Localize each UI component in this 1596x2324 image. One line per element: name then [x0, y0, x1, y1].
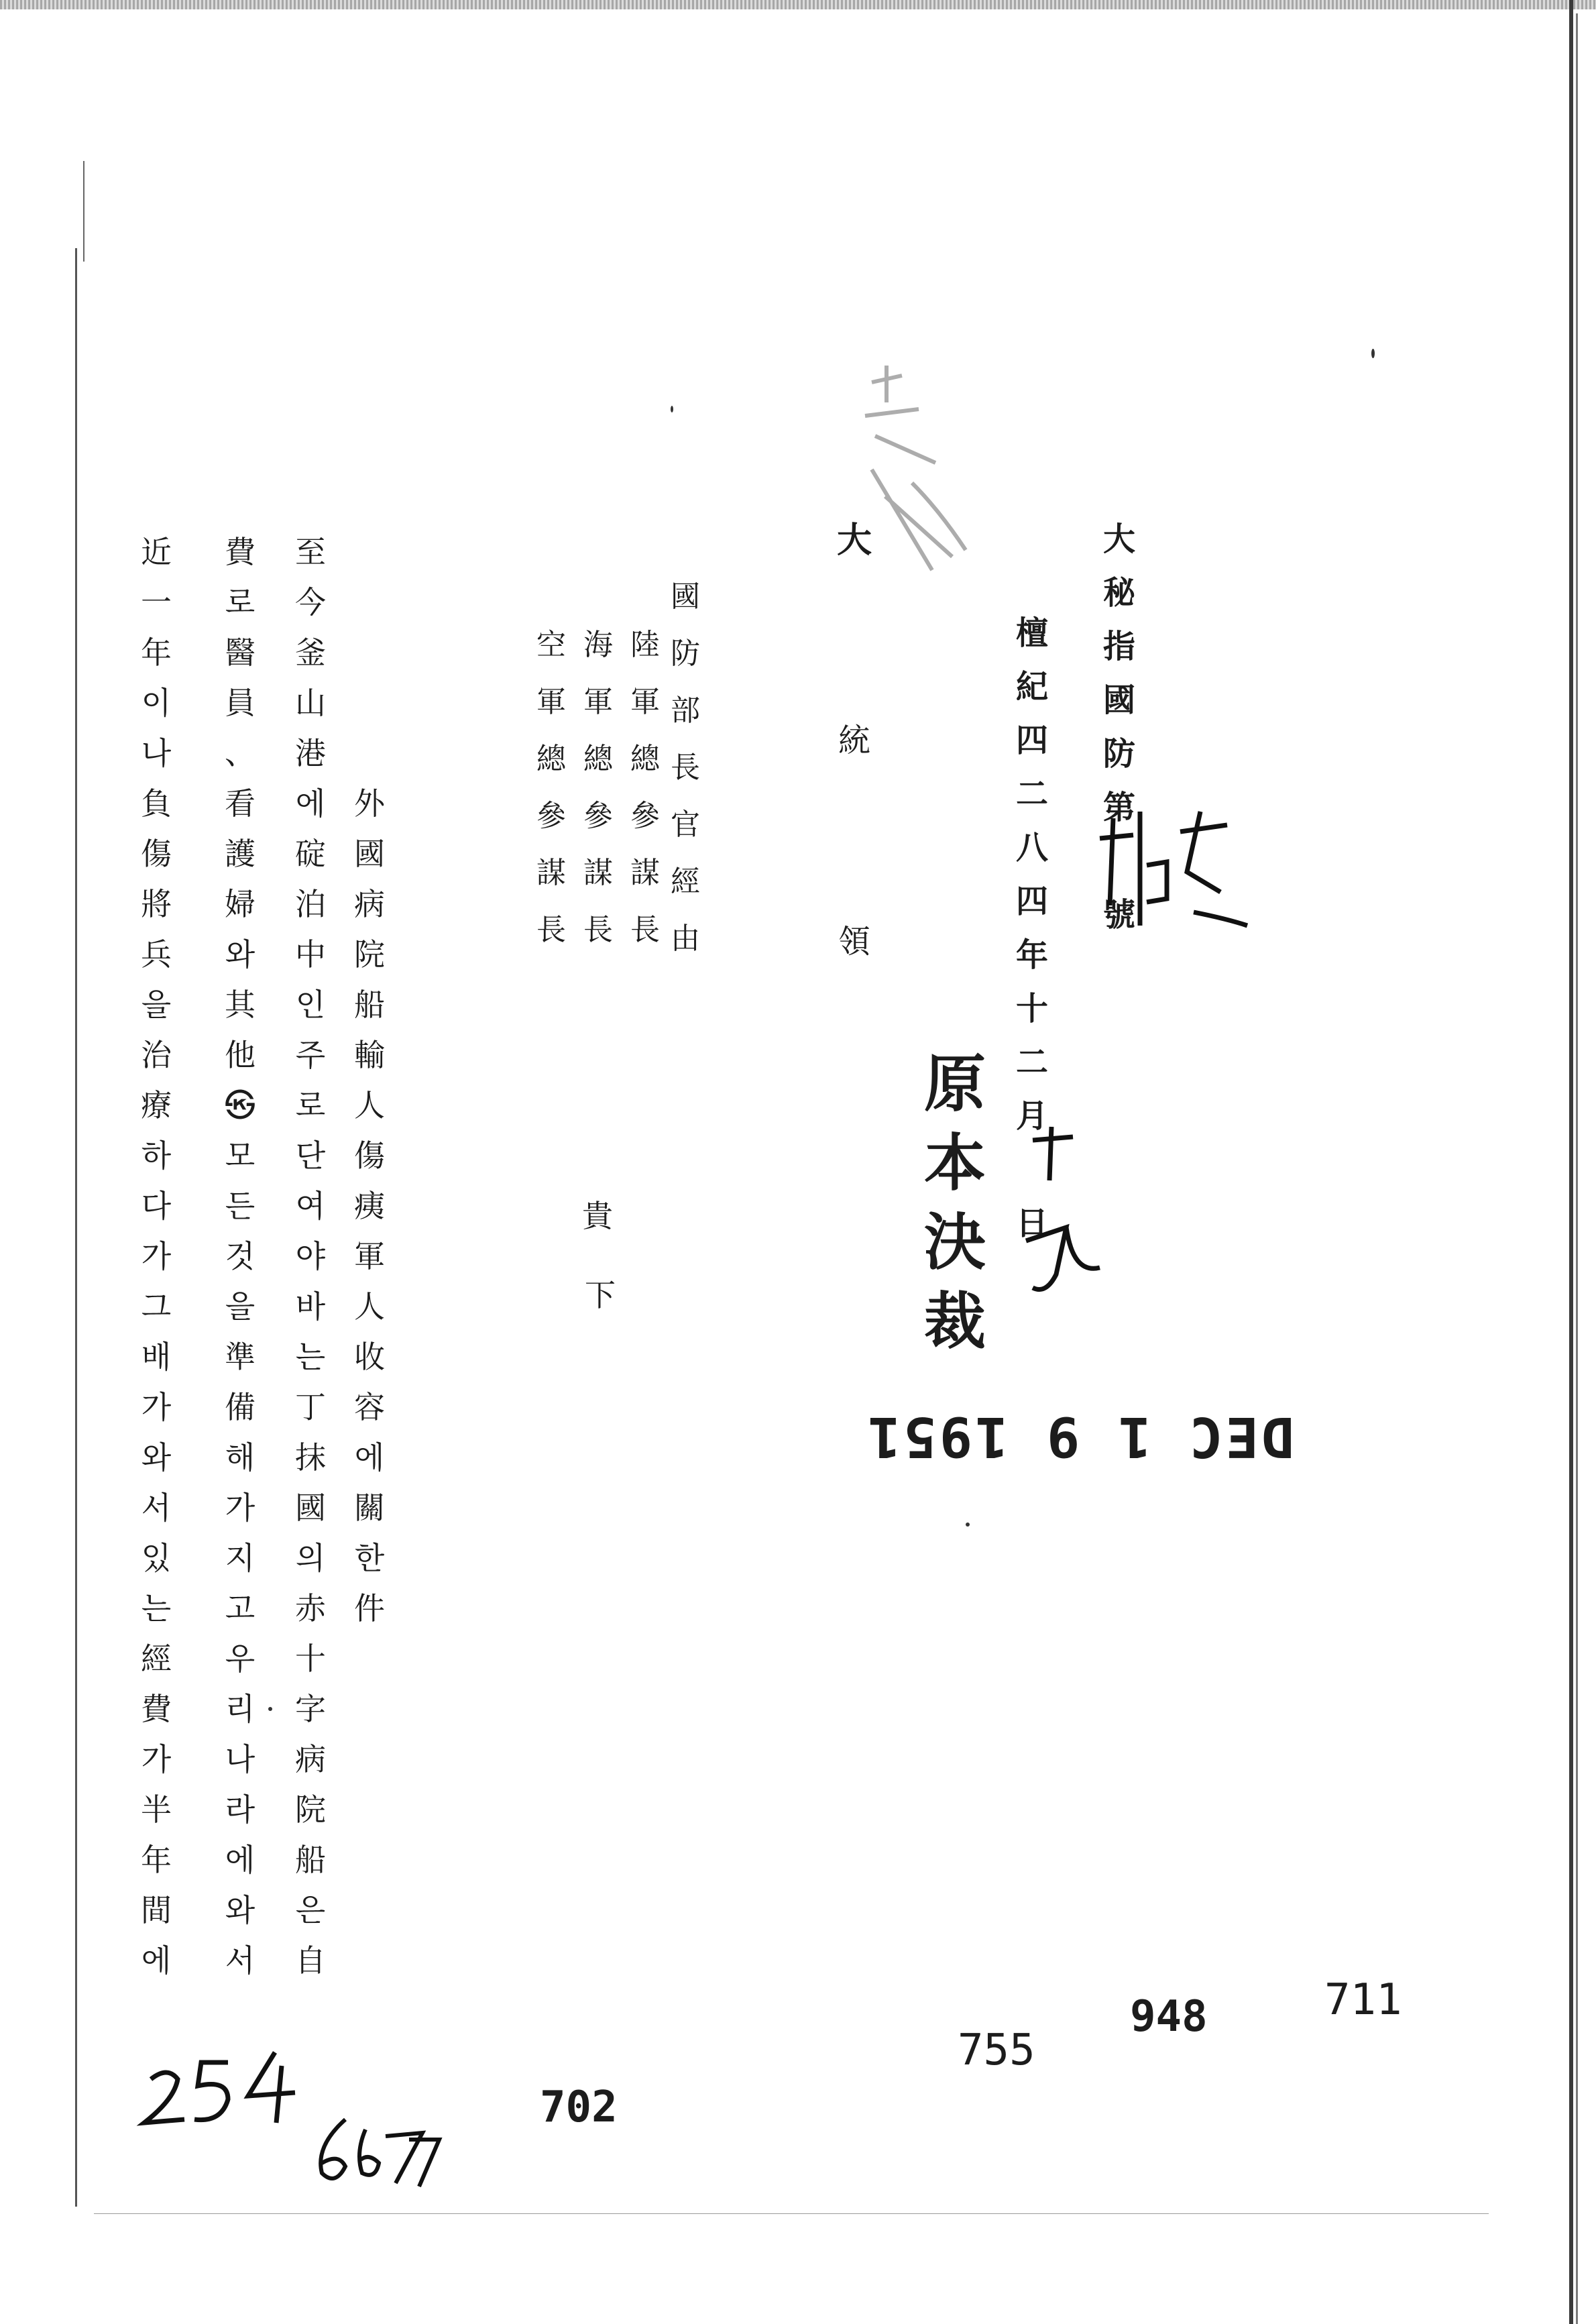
column-character: ㉿ [225, 1087, 255, 1123]
column-character: 海 [583, 628, 613, 662]
column-character: 陸 [630, 628, 660, 662]
column-character: 이 [141, 685, 172, 721]
column-character: 長 [630, 913, 660, 947]
column-character: 痍 [354, 1188, 385, 1224]
column-character: 에 [354, 1439, 385, 1476]
column-character: 長 [583, 913, 613, 947]
column-character: 港 [295, 735, 326, 771]
column-character: 收 [354, 1339, 385, 1375]
column-character: 리 [225, 1691, 255, 1727]
column-character: 을 [141, 987, 172, 1023]
column-character: 大 [1103, 520, 1136, 558]
column-character: 年 [141, 1842, 172, 1878]
number-755: 755 [958, 2026, 1035, 2075]
column-character: 病 [295, 1741, 326, 1777]
column-character: 人 [354, 1087, 385, 1123]
column-character: 本 [924, 1127, 986, 1199]
column-character: 謀 [536, 856, 566, 890]
column-character: 四 [1016, 722, 1049, 759]
handwritten-doc-number-mark [1100, 812, 1247, 926]
column-character: 가 [225, 1490, 255, 1526]
column-character: 軍 [630, 685, 660, 719]
column-character: 여 [295, 1188, 326, 1224]
column-character: 謀 [630, 856, 660, 890]
column-character: 을 [225, 1288, 255, 1325]
column-character: 中 [295, 936, 326, 973]
column-character: 서 [225, 1942, 255, 1979]
column-character: 字 [295, 1691, 326, 1727]
column-character: 其 [225, 987, 255, 1023]
column-character: 國 [671, 579, 700, 614]
column-character: 人 [354, 1288, 385, 1325]
column-character: 軍 [536, 685, 566, 719]
column-character: 長 [536, 913, 566, 947]
number-711: 711 [1324, 1975, 1402, 2025]
column-character: 에 [141, 1942, 172, 1979]
column-character: 그 [141, 1288, 172, 1325]
column-character: 國 [295, 1490, 326, 1526]
column-character: 든 [225, 1188, 255, 1224]
column-character: 長 [671, 751, 700, 785]
column-character: 있 [141, 1540, 172, 1576]
column-character: 가 [141, 1389, 172, 1425]
column-character: 우 [225, 1641, 255, 1677]
president-char-1: 大 [837, 520, 872, 561]
column-character: 배 [141, 1339, 172, 1375]
scan-speck [268, 1707, 272, 1711]
column-character: 와 [225, 936, 255, 973]
column-character: 費 [225, 534, 255, 570]
column-character: 半 [141, 1791, 172, 1828]
column-character: 十 [1016, 990, 1049, 1028]
handwritten-677 [321, 2119, 439, 2187]
column-character: 將 [141, 886, 172, 922]
column-character: 와 [225, 1892, 255, 1928]
column-character: 至 [295, 534, 326, 570]
handwritten-254 [144, 2052, 295, 2123]
column-character: 參 [630, 799, 660, 833]
column-character: 가 [141, 1741, 172, 1777]
column-character: 空 [536, 628, 566, 662]
column-character: 은 [295, 1892, 326, 1928]
column-character: 抹 [295, 1439, 326, 1476]
column-character: 바 [295, 1288, 326, 1325]
column-character: 丁 [295, 1389, 326, 1425]
column-character: 間 [141, 1892, 172, 1928]
column-character: 國 [1103, 681, 1136, 719]
column-character: 山 [295, 685, 326, 721]
column-character: 謀 [583, 856, 613, 890]
column-character: 經 [671, 865, 700, 899]
president-char-2: 統 [838, 722, 871, 759]
column-character: 近 [141, 534, 172, 570]
column-character: 部 [671, 694, 700, 728]
column-character: 四 [1016, 883, 1049, 920]
column-character: 參 [536, 799, 566, 833]
column-character: 다 [141, 1188, 172, 1224]
column-character: 야 [295, 1238, 326, 1274]
column-character: 와 [141, 1439, 172, 1476]
handwritten-day-nineteen [1026, 1127, 1100, 1290]
column-character: 나 [225, 1741, 255, 1777]
column-character: 해 [225, 1439, 255, 1476]
column-character: 費 [141, 1691, 172, 1727]
column-character: 船 [354, 987, 385, 1023]
column-character: 二 [1016, 775, 1049, 813]
column-character: 負 [141, 785, 172, 822]
column-character: 原 [924, 1048, 986, 1120]
column-character: 傷 [141, 836, 172, 872]
column-character: 는 [141, 1590, 172, 1626]
column-character: 日 [1016, 1205, 1049, 1242]
column-character: 로 [295, 1087, 326, 1123]
faint-seal-mark [865, 366, 966, 570]
column-character: 國 [354, 836, 385, 872]
column-character: 서 [141, 1490, 172, 1526]
column-character: 經 [141, 1641, 172, 1677]
column-character: 나 [141, 735, 172, 771]
column-character: 傷 [354, 1138, 385, 1174]
column-character: 準 [225, 1339, 255, 1375]
scan-speck [671, 406, 673, 412]
column-character: 紀 [1016, 668, 1049, 706]
honorific-gwi: 貴 [582, 1198, 613, 1234]
president-char-3: 領 [838, 923, 871, 960]
column-character: 療 [141, 1087, 172, 1123]
column-character: 年 [1016, 936, 1049, 974]
column-character: 라 [225, 1791, 255, 1828]
column-character: 주 [295, 1037, 326, 1073]
column-character: 總 [536, 742, 566, 776]
column-character: 病 [354, 886, 385, 922]
column-character: 赤 [295, 1590, 326, 1626]
column-character: 兵 [141, 936, 172, 973]
column-character: 決 [924, 1206, 986, 1278]
column-character: 輸 [354, 1037, 385, 1073]
honorific-ha: 下 [585, 1277, 616, 1313]
column-character: 總 [583, 742, 613, 776]
column-character: 參 [583, 799, 613, 833]
column-character: 十 [295, 1641, 326, 1677]
column-character: 院 [295, 1791, 326, 1828]
column-character: 碇 [295, 836, 326, 872]
column-character: 件 [354, 1590, 385, 1626]
column-character: 하 [141, 1138, 172, 1174]
column-character: 備 [225, 1389, 255, 1425]
column-character: 、 [225, 735, 255, 771]
column-character: 釜 [295, 634, 326, 671]
column-character: 第 [1103, 789, 1136, 826]
column-character: 裁 [924, 1285, 986, 1358]
column-character: 檀 [1016, 614, 1049, 652]
column-character: 것 [225, 1238, 255, 1274]
column-character: 年 [141, 634, 172, 671]
column-character: 가 [141, 1238, 172, 1274]
column-character: 醫 [225, 634, 255, 671]
column-character: 에 [225, 1842, 255, 1878]
column-character: 는 [295, 1339, 326, 1375]
column-character: 治 [141, 1037, 172, 1073]
scan-speck [1371, 349, 1375, 358]
column-character: 官 [671, 808, 700, 842]
column-character: 他 [225, 1037, 255, 1073]
column-character: 二 [1016, 1044, 1049, 1081]
column-character: 今 [295, 584, 326, 620]
column-character: 關 [354, 1490, 385, 1526]
column-character: 에 [295, 785, 326, 822]
column-character: 員 [225, 685, 255, 721]
column-character: 一 [141, 584, 172, 620]
column-character: 고 [225, 1590, 255, 1626]
column-character: 防 [671, 637, 700, 671]
column-character: 號 [1103, 896, 1136, 934]
column-character: 지 [225, 1540, 255, 1576]
column-character: 의 [295, 1540, 326, 1576]
column-character: 인 [295, 987, 326, 1023]
column-character: 모 [225, 1138, 255, 1174]
column-character: 指 [1103, 628, 1136, 665]
column-character: 로 [225, 584, 255, 620]
column-character: 軍 [583, 685, 613, 719]
column-character: 婦 [225, 886, 255, 922]
number-702: 702 [540, 2083, 618, 2132]
column-character: 八 [1016, 829, 1049, 867]
column-character: 容 [354, 1389, 385, 1425]
column-character: 秘 [1103, 574, 1136, 612]
column-character: 船 [295, 1842, 326, 1878]
column-character: 月 [1016, 1097, 1049, 1135]
column-character: 防 [1103, 735, 1136, 773]
column-character: 軍 [354, 1238, 385, 1274]
received-date-stamp: DEC 1 9 1951 [865, 1404, 1295, 1468]
scan-speck [966, 1523, 970, 1527]
column-character: 由 [671, 922, 700, 956]
column-character: 總 [630, 742, 660, 776]
column-character: 院 [354, 936, 385, 973]
column-character: 外 [354, 785, 385, 822]
column-character: 한 [354, 1540, 385, 1576]
column-character: 護 [225, 836, 255, 872]
column-character: 泊 [295, 886, 326, 922]
column-character: 단 [295, 1138, 326, 1174]
column-character: 看 [225, 785, 255, 822]
column-character: 自 [295, 1942, 326, 1979]
number-948: 948 [1130, 1992, 1208, 2042]
